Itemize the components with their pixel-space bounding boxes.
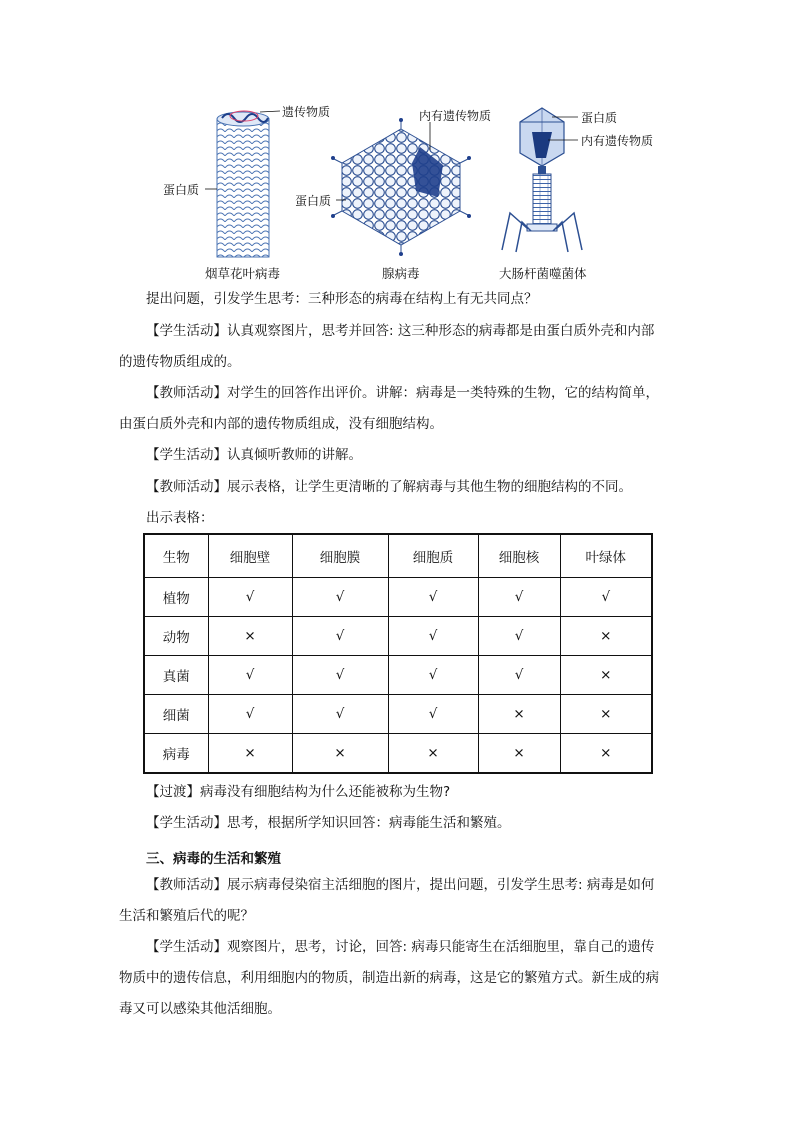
paragraph-student-listen	[119, 440, 679, 471]
paragraph-line: 【教师活动】展示表格，让学生更清晰的了解病毒与其他生物的细胞结构的不同。	[146, 479, 632, 495]
table-cell: √	[388, 695, 478, 734]
table-row	[144, 734, 652, 774]
tmv-label-protein: 蛋白质	[163, 183, 200, 197]
paragraph-question	[119, 284, 679, 315]
table-cell: 植物	[144, 578, 208, 617]
paragraph-line: 【学生活动】思考，根据所学知识回答：病毒能生活和繁殖。	[146, 815, 511, 831]
table-cell: ×	[560, 656, 652, 695]
table-cell: √	[292, 656, 388, 695]
table-cell: √	[478, 578, 560, 617]
table-cell: ×	[208, 617, 292, 656]
table-cell: 细菌	[144, 695, 208, 734]
table-cell: √	[478, 617, 560, 656]
table-header-cell: 叶绿体	[560, 534, 652, 578]
table-cell: √	[292, 617, 388, 656]
paragraph-line: 提出问题，引发学生思考：三种形态的病毒在结构上有无共同点？	[146, 291, 538, 307]
virus-illustrations	[0, 0, 794, 290]
paragraph-line: 【学生活动】认真倾听教师的讲解。	[146, 447, 362, 463]
paragraph-line: 【教师活动】对学生的回答作出评价。讲解：病毒是一类特殊的生物，它的结构简单，	[146, 385, 659, 401]
tmv-caption: 烟草花叶病毒	[205, 266, 281, 281]
paragraph-teacher-table	[119, 472, 679, 503]
paragraph-student-think	[119, 808, 679, 839]
table-cell: √	[560, 578, 652, 617]
table-cell: √	[292, 578, 388, 617]
paragraph-line: 【教师活动】展示病毒侵染宿主活细胞的图片，提出问题，引发学生思考: 病毒是如何	[146, 877, 655, 893]
paragraph-student-answer	[119, 316, 679, 378]
phage-drawing	[502, 108, 582, 252]
phage-label-protein: 蛋白质	[581, 111, 618, 125]
adenovirus-caption: 腺病毒	[382, 266, 420, 281]
adenovirus-drawing	[331, 118, 471, 256]
paragraph-teacher-explain	[119, 378, 679, 440]
table-cell: ×	[208, 734, 292, 774]
paragraph-line: 生活和繁殖后代的呢？	[119, 908, 254, 924]
table-cell: √	[292, 695, 388, 734]
table-cell: ×	[560, 734, 652, 774]
table-cell: ×	[478, 734, 560, 774]
table-cell: ×	[560, 617, 652, 656]
table-cell: √	[208, 695, 292, 734]
paragraph-line: 【学生活动】观察图片，思考，讨论，回答: 病毒只能寄生在活细胞里，靠自己的遗传	[146, 939, 655, 955]
paragraph-line: 的遗传物质组成的。	[119, 354, 241, 370]
table-cell: √	[388, 656, 478, 695]
table-row	[144, 578, 652, 617]
table-cell: ×	[560, 695, 652, 734]
phage-caption: 大肠杆菌噬菌体	[499, 266, 587, 281]
table-cell: ×	[388, 734, 478, 774]
tmv-label-genetic: 遗传物质	[282, 105, 331, 119]
table-header-cell: 细胞膜	[292, 534, 388, 578]
adenovirus-label-protein: 蛋白质	[295, 194, 332, 208]
tmv-drawing	[205, 111, 280, 257]
table-cell: √	[478, 656, 560, 695]
adenovirus-label-genetic: 内有遗传物质	[419, 109, 492, 123]
paragraph-line: 【过渡】病毒没有细胞结构为什么还能被称为生物?	[146, 784, 451, 800]
table-header-cell: 细胞质	[388, 534, 478, 578]
virus-figure	[0, 0, 794, 290]
paragraph-teacher-infection	[119, 870, 679, 932]
table-cell: √	[208, 578, 292, 617]
table-cell: √	[388, 617, 478, 656]
paragraph-transition	[119, 777, 679, 808]
table-cell: ×	[478, 695, 560, 734]
table-row	[144, 656, 652, 695]
table-header-row	[144, 534, 652, 578]
cell-structure-table	[143, 533, 653, 774]
table-cell: 病毒	[144, 734, 208, 774]
table-header-cell: 生物	[144, 534, 208, 578]
paragraph-line: 由蛋白质外壳和内部的遗传物质组成，没有细胞结构。	[119, 416, 443, 432]
table-cell: √	[208, 656, 292, 695]
paragraph-show-table	[119, 503, 679, 534]
paragraph-line: 出示表格：	[146, 510, 214, 526]
table-row	[144, 695, 652, 734]
table-header-cell: 细胞壁	[208, 534, 292, 578]
section-heading: 三、病毒的生活和繁殖	[146, 851, 281, 867]
paragraph-line: 【学生活动】认真观察图片，思考并回答: 这三种形态的病毒都是由蛋白质外壳和内部	[146, 323, 655, 339]
table-row	[144, 617, 652, 656]
table-cell: ×	[292, 734, 388, 774]
table-cell: 动物	[144, 617, 208, 656]
table-cell: √	[388, 578, 478, 617]
phage-label-genetic: 内有遗传物质	[581, 134, 654, 148]
paragraph-line: 物质中的遗传信息，利用细胞内的物质，制造出新的病毒，这是它的繁殖方式。新生成的病	[119, 970, 659, 986]
paragraph-student-reproduction	[119, 932, 679, 1025]
table-cell: 真菌	[144, 656, 208, 695]
table-header-cell: 细胞核	[478, 534, 560, 578]
paragraph-line: 毒又可以感染其他活细胞。	[119, 1001, 281, 1017]
